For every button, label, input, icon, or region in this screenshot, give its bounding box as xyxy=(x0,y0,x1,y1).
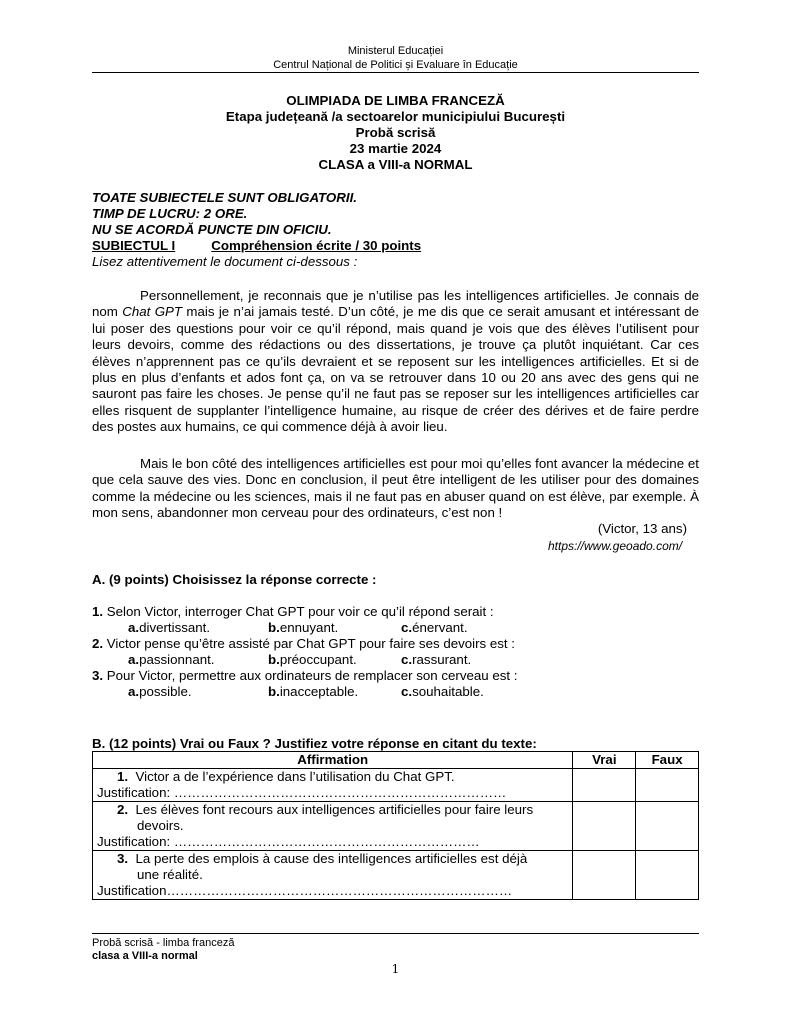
option-letter: c. xyxy=(401,684,413,699)
footer-exam: Probă scrisă - limba franceză xyxy=(92,937,235,949)
option-letter: b. xyxy=(268,684,280,699)
instruction-3: NU SE ACORDĂ PUNCTE DIN OFICIU. xyxy=(92,222,332,237)
title-line-1: OLIMPIADA DE LIMBA FRANCEZĂ xyxy=(286,93,505,108)
option-text: possible. xyxy=(139,684,192,699)
statement-number: 1. xyxy=(117,769,129,784)
faux-answer-cell[interactable] xyxy=(636,769,699,802)
statement-continuation: une réalité. xyxy=(137,867,203,882)
question-2 xyxy=(92,636,515,652)
statement xyxy=(117,802,568,818)
affirmation-cell xyxy=(93,769,573,802)
justification: Justification: ………………………………………………………………… xyxy=(97,785,507,800)
footer-class: clasa a VIII-a normal xyxy=(92,950,198,962)
subject-heading xyxy=(92,238,421,254)
instructions xyxy=(92,190,357,238)
question-2-number: 2. xyxy=(92,636,104,651)
question-1-text: Selon Victor, interroger Chat GPT pour voir ce qu’il répond serait : xyxy=(103,604,494,619)
option-letter: c. xyxy=(401,652,413,667)
subject-title: Compréhension écrite / 30 points xyxy=(211,238,422,253)
statement xyxy=(117,769,568,785)
source-url: https://www.geoado.com/ xyxy=(548,539,683,553)
chat-gpt-term: Chat GPT xyxy=(122,304,183,320)
title-line-2: Etapa județeană /a sectoarelor municipiului București xyxy=(225,109,566,124)
option-letter: a. xyxy=(128,684,140,699)
faux-answer-cell[interactable] xyxy=(636,851,699,900)
option-text: divertissant. xyxy=(139,620,211,635)
option-text: préoccupant. xyxy=(279,652,357,667)
text-paragraph-1 xyxy=(92,288,699,436)
header-faux: Faux xyxy=(636,752,699,769)
question-3-number: 3. xyxy=(92,668,104,683)
instruction-2: TIMP DE LUCRU: 2 ORE. xyxy=(92,206,248,221)
text-paragraph-2: Mais le bon côté des intelligences artificielles est pour moi qu’elles font avancer la médecine et que cela sauve des vies. Donc en conclusion, il peut être intelligent de les utiliser pour des domaines comme la médecine ou les sciences, mais il ne faut pas en abuser quand on est élève, par exemple. À mon sens, abandonner mon cerveau pour des ordinateurs, c’est non ! xyxy=(92,456,699,521)
vrai-answer-cell[interactable] xyxy=(573,769,636,802)
paragraph-1-start: Personnellement, je reconnais que je n’utilise pas les intelligences artificielles. Je connais de nom xyxy=(92,288,699,320)
justification: Justification: …………………………………………………………… xyxy=(97,834,480,849)
page-number: 1 xyxy=(391,962,400,976)
statement-number: 2. xyxy=(117,802,129,817)
title-line-4: 23 martie 2024 xyxy=(349,141,442,156)
statement-number: 3. xyxy=(117,851,129,866)
statement-text: Victor a de l’expérience dans l’utilisation du Chat GPT. xyxy=(135,769,455,784)
question-2-text: Victor pense qu’être assisté par Chat GPT pour faire ses devoirs est : xyxy=(103,636,516,651)
section-b-heading: B. (12 points) Vrai ou Faux ? Justifiez votre réponse en citant du texte: xyxy=(92,736,537,751)
page-title xyxy=(0,93,791,173)
question-1-options xyxy=(128,620,468,636)
paragraph-1-rest: mais je n’ai jamais testé. D’un côté, je me dis que ce serait amusant et intéressant de lui poser des questions pour voir ce qu’il répond, mais quand je vois que des élèves l’utilisent pour leurs devoirs, comme des rédactions ou des dissertations, je trouve ça plutôt inquiétant. Car ces élèves n’apprennent pas ce qu’ils devraient et se reposent sur les intelligences artificielles. Et si de plus en plus d’enfants et ados font ça, on va se retrouver dans 10 ou 20 ans avec des gens qui ne sauront pas faire les choses. Je pense qu’il ne faut pas se reposer sur les intelligences artificielles car elles risquent de supplanter l’intelligence humaine, au risque de créer des dérives et de faire perdre des postes aux humains, ce qui commence déjà à avoir lieu. xyxy=(92,304,699,435)
option-letter: a. xyxy=(128,652,140,667)
question-3-options xyxy=(128,684,484,700)
table-row xyxy=(93,769,699,802)
statement xyxy=(117,851,568,867)
table-row xyxy=(93,851,699,900)
option-letter: b. xyxy=(268,620,280,635)
subject-label: SUBIECTUL I xyxy=(92,238,176,253)
header-vrai: Vrai xyxy=(573,752,636,769)
faux-answer-cell[interactable] xyxy=(636,802,699,851)
option-text: rassurant. xyxy=(412,652,472,667)
statement-continuation: devoirs. xyxy=(137,818,184,833)
statement-text: La perte des emplois à cause des intelligences artificielles est déjà xyxy=(135,851,528,866)
question-1-number: 1. xyxy=(92,604,104,619)
title-line-3: Probă scrisă xyxy=(355,125,436,140)
section-a-heading: A. (9 points) Choisissez la réponse correcte : xyxy=(92,572,377,587)
table-header-row xyxy=(93,752,699,769)
instruction-1: TOATE SUBIECTELE SUNT OBLIGATORII. xyxy=(92,190,357,205)
question-3-text: Pour Victor, permettre aux ordinateurs de remplacer son cerveau est : xyxy=(103,668,518,683)
option-text: souhaitable. xyxy=(412,684,484,699)
header-center: Centrul Național de Politici și Evaluare în Educație xyxy=(273,59,518,71)
subject-intro: Lisez attentivement le document ci-dessous : xyxy=(92,254,358,269)
question-1 xyxy=(92,604,494,620)
vrai-answer-cell[interactable] xyxy=(573,802,636,851)
option-text: ennuyant. xyxy=(279,620,339,635)
option-text: énervant. xyxy=(412,620,468,635)
option-letter: c. xyxy=(401,620,413,635)
option-letter: a. xyxy=(128,620,140,635)
header-ministry: Ministerul Educației xyxy=(347,45,444,57)
true-false-table xyxy=(92,751,699,900)
vrai-answer-cell[interactable] xyxy=(573,851,636,900)
option-text: inacceptable. xyxy=(279,684,359,699)
question-2-options xyxy=(128,652,471,668)
signature: (Victor, 13 ans) xyxy=(597,521,687,536)
footer-divider xyxy=(92,933,699,934)
title-line-5: CLASA a VIII-a NORMAL xyxy=(318,157,473,172)
statement-text: Les élèves font recours aux intelligences artificielles pour faire leurs xyxy=(135,802,534,817)
affirmation-cell xyxy=(93,802,573,851)
option-letter: b. xyxy=(268,652,280,667)
question-3 xyxy=(92,668,517,684)
option-text: passionnant. xyxy=(139,652,215,667)
justification: Justification…………………………………………………………………… xyxy=(97,883,513,898)
header-affirmation: Affirmation xyxy=(93,752,573,769)
header-divider xyxy=(92,72,699,73)
table-row xyxy=(93,802,699,851)
affirmation-cell xyxy=(93,851,573,900)
